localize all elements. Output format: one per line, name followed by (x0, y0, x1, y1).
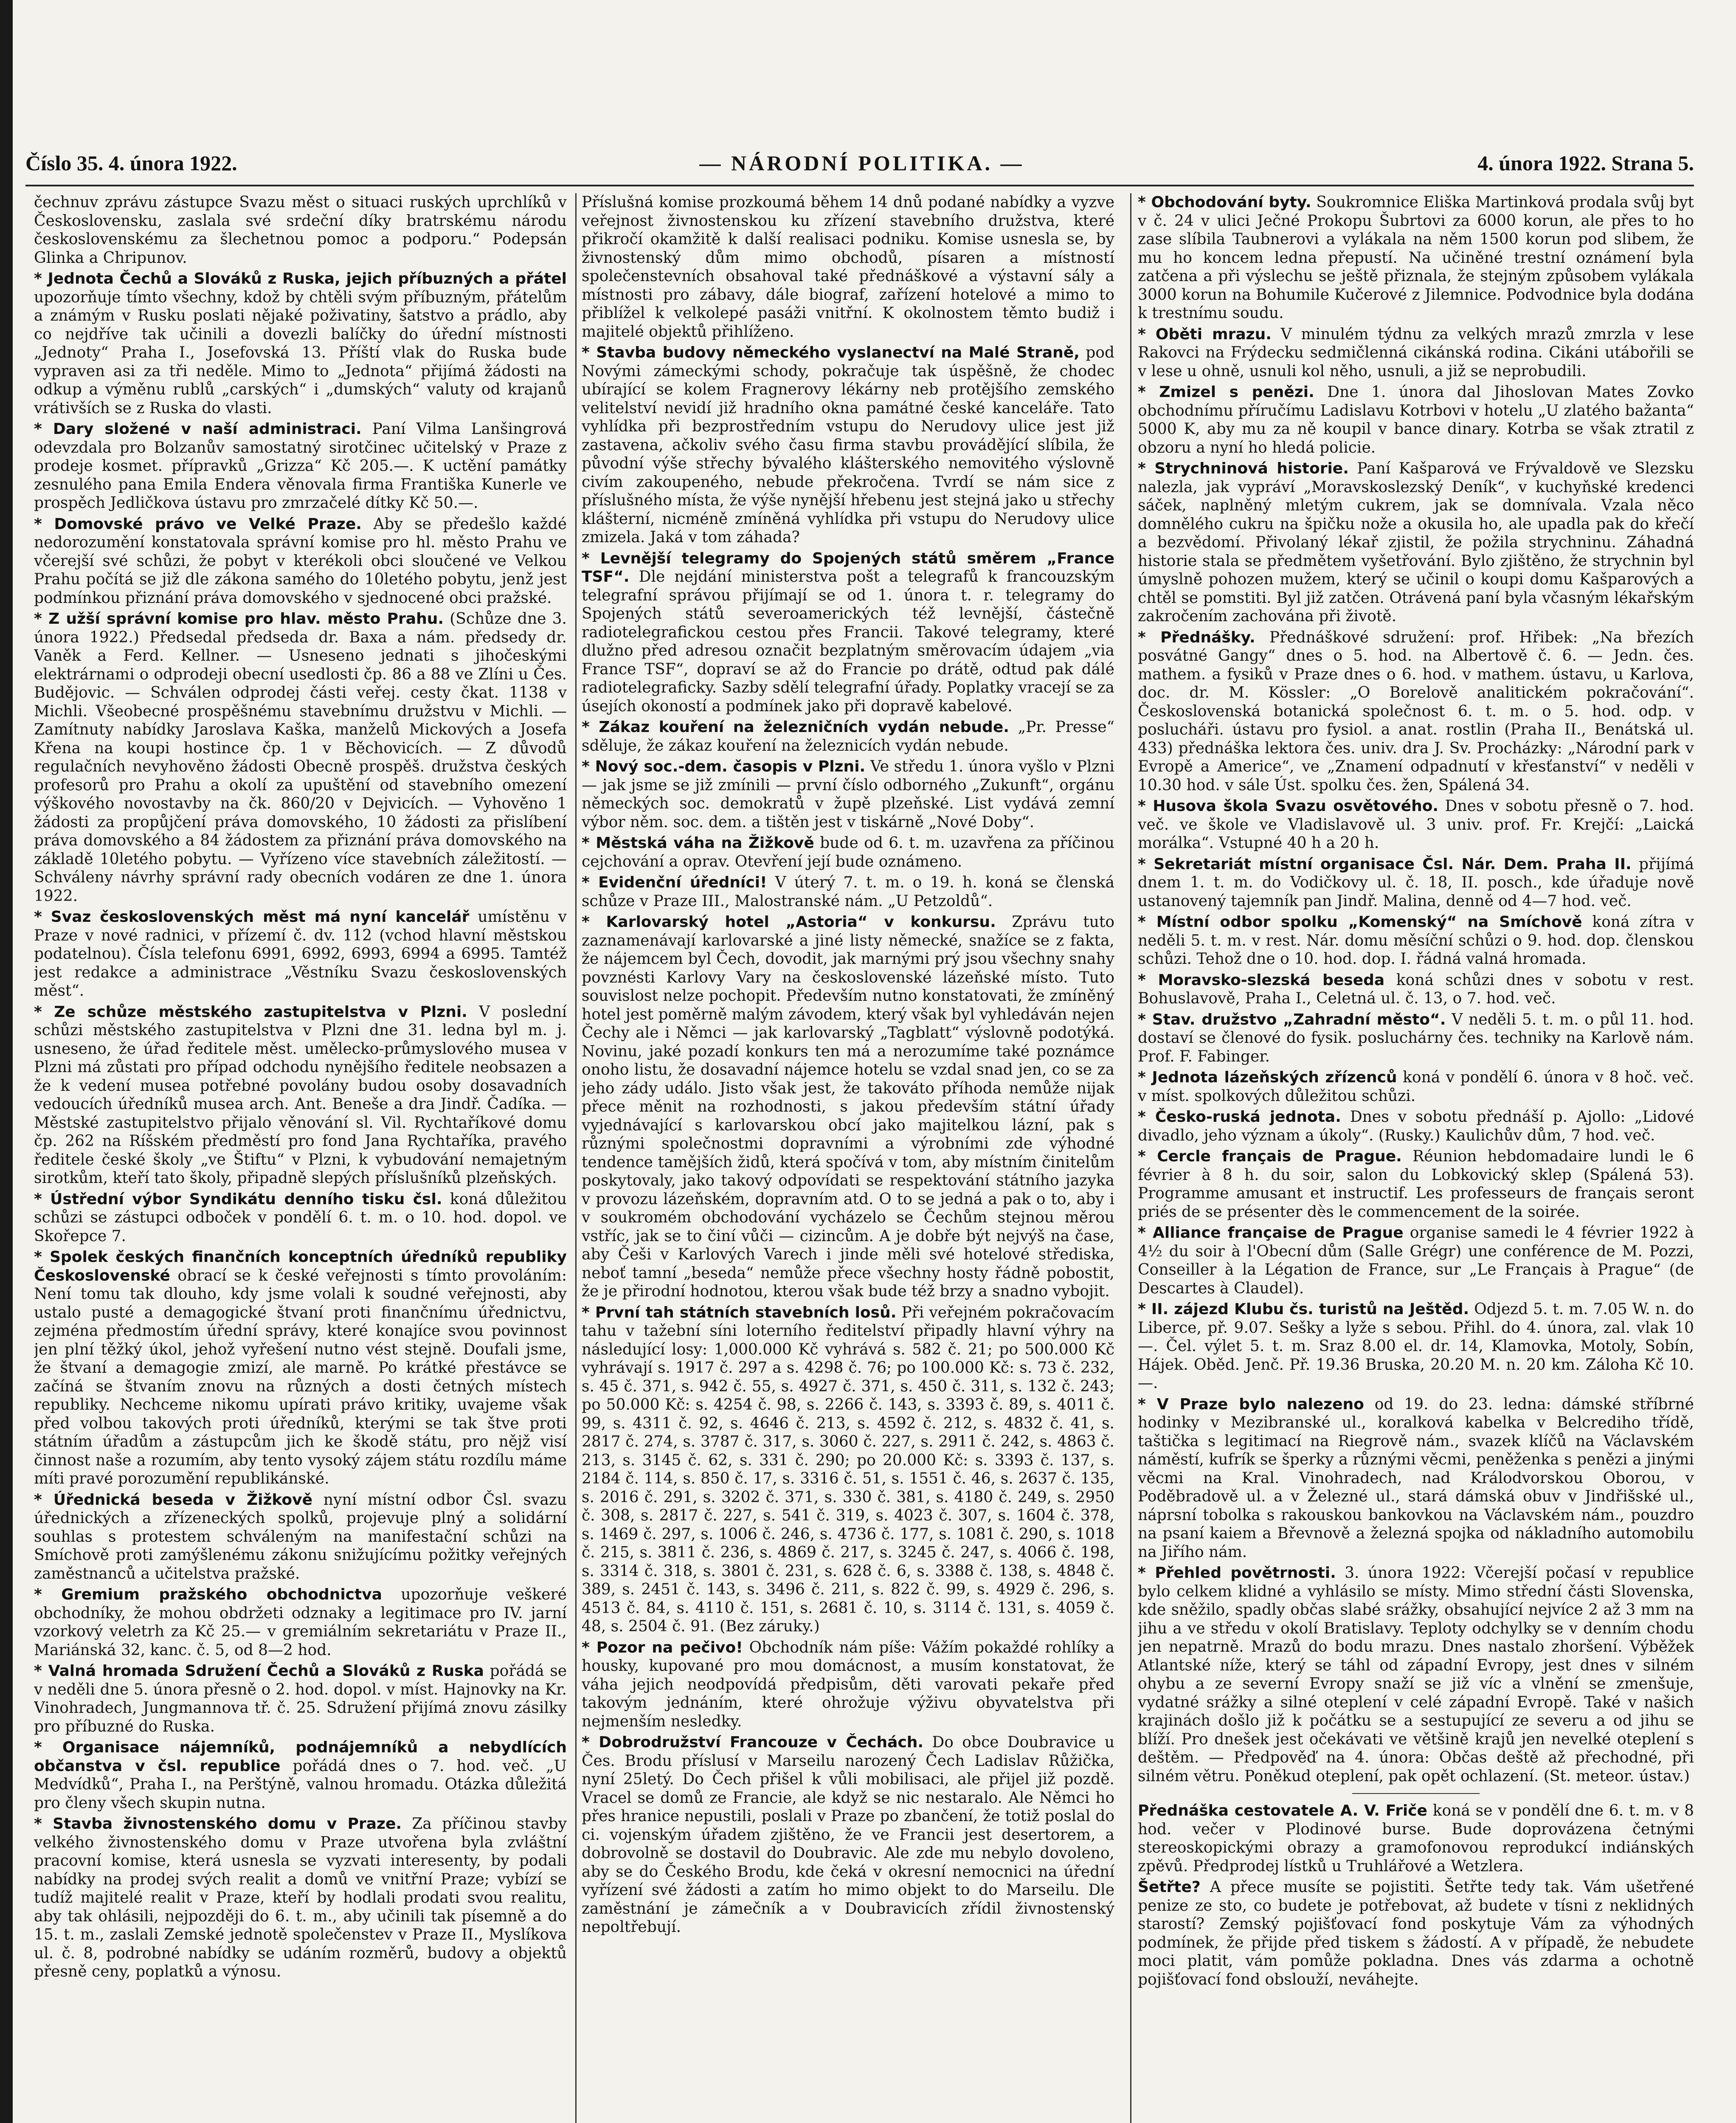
article-body: Dnes v sobotu přesně o 7. hod. več. ve škole ve Vladislavově ul. 3 univ. prof. Fr. Krejčí: „Laická morálka“. Vstupné 40 h a 20 h. (1138, 797, 1694, 852)
article-headline: * Valná hromada Sdružení Čechů a Slováků z Ruska (34, 1662, 484, 1680)
article-headline: * Evidenční úředníci! (582, 874, 767, 891)
article-paragraph (582, 834, 1114, 871)
article-paragraph (582, 344, 1114, 547)
article-body: pod Novými zámeckými schody, pokračuje tak úspěšně, že chodec ubírající se kolem Fragnerovy lékárny neb protějšího zemského velitelství nevidí již hradního okna památné české kanceláře. Tato vyhlídka při bezprostředním vstupu do Nerudovy ulice jest již zastavena, ačkoliv svého času firma stavbu provádějící slíbila, že původní výše střechy bývalého klášterského nemovitého výslovně civím zakoupeného, nebude překročena. Tvrdí se nám sice z příslušného místa, že výše nynější hřebenu jest stejná jako u střechy klášterní, nicméně zmíněná vyhlídka při vstupu do Nerudovy ulice zmizela. Jaká v tom záhada? (582, 344, 1114, 546)
article-body: Za příčinou stavby velkého živnostenského domu v Praze utvořena byla zvláštní pracovní komise, která usnesla se vyzvati interesenty, by podali nabídky na prodej svých realit a domů ve vnitřní Praze; vybízí se tudíž majitelé realit v Praze, kteří by hodlali prodati svou realitu, aby tak ohlásili, nejpozději do 6. t. m., aby učinili tak písemně a do 15. t. m., zaslali Zemské jednotě společenstev v Praze II., Myslíkova ul. č. 8, podrobné nabídky se udáním rozměrů, budovy a objektů přesně ceny, poplatků a výnosu. (34, 1815, 567, 1980)
article-body: koná zítra v neděli 5. t. m. v rest. Nár. domu měsíční schůzi o 9. hod. dop. členskou schůzi. Tehož dne o 10. hod. dop. I. řádná valná hromada. (1138, 913, 1694, 968)
article-headline: * Přednášky. (1138, 628, 1255, 646)
article-body: Odjezd 5. t. m. 7.05 W. n. do Liberce, př. 9.07. Sešky a lyže s sebou. Přihl. do 4. února, zal. vlak 10—. Čel. výlet 5. t. m. Sraz 8.00 el. dr. 14, Klamovka, Motoly, Sobín, Hájek. Oběd. Jenč. Př. 19.36 Bruska, 20.20 M. n. 20 km. Záloha Kč 10.—. (1138, 1301, 1694, 1392)
article-body: umístěnu v Praze v nové radnici, v přízemí č. dv. 112 (vchod hlavní městskou podatelnou). Čísla telefonu 6991, 6992, 6993, 6994 a 6995. Tamtéž jest redakce a administrace „Věstníku Svazu československých měst“. (34, 908, 567, 1000)
article-paragraph (34, 610, 567, 905)
article-body: Obchodník nám píše: Vážím pokaždé rohlíky a housky, kupované pro mou domácnost, a musím konstatovat, že váha jejich neodpovídá předpisům, děti varovati pekaře před takovým jednáním, které ohrožuje výživu obyvatelstva při nejmenším nesledky. (582, 1639, 1114, 1730)
article-paragraph (1138, 1878, 1694, 1989)
page-number: 4. února 1922. Strana 5. (1477, 151, 1694, 175)
article-headline: * Spolek českých finančních konceptních úředníků republiky Československé (34, 1248, 567, 1284)
article-paragraph (582, 718, 1114, 755)
article-headline: * Organisace nájemníků, podnájemníků a nebydlících občanstva v čsl. republice (34, 1739, 567, 1775)
article-headline: * Husova škola Svazu osvětového. (1138, 797, 1439, 815)
article-paragraph (34, 1190, 567, 1246)
article-paragraph (1138, 797, 1694, 853)
article-headline: * Karlovarský hotel „Astoria“ v konkursu. (582, 913, 996, 931)
article-headline: * Cercle français de Prague. (1138, 1148, 1402, 1165)
article-headline: * Pozor na pečivo! (582, 1639, 743, 1656)
article-body: organise samedi le 4 février 1922 à 4½ du soir à l'Obecní dům (Salle Grégr) une conférence de M. Pozzi, Conseiller à la Légation de France, sur „Le Français à Prague“ (de Descartes à Claudel). (1138, 1224, 1694, 1297)
article-headline: Přednáška cestovatele A. V. Friče (1138, 1802, 1427, 1819)
article-paragraph (1138, 855, 1694, 911)
article-headline: * Česko-ruská jednota. (1138, 1108, 1341, 1126)
article-headline: Šetřte? (1138, 1878, 1201, 1896)
article-body: přijímá dnem 1. t. m. do Vodičkovy ul. č. 18, II. posch., kde úřaduje nově ustanovený tajemník pan Jindř. Malina, denně od 4—7 hod. več. (1138, 855, 1694, 910)
column-2 (582, 193, 1114, 2123)
article-headline: * Gremium pražského obchodnictva (34, 1586, 382, 1603)
article-paragraph (1138, 1108, 1694, 1145)
article-body: Přednáškové sdružení: prof. Hřibek: „Na březích posvátné Gangy“ dnes o 5. hod. na Albertově č. 6. — Jedn. čes. mathem. a fysiků v Praze dnes o 6. hod. v mathem. ústavu, u Karlova, doc. dr. M. Kössler: „O Borelově analitickém pokračování“. Československá botanická společnost 6. t. m. o 5. hod. odp. v poslucháři. ústavu pro fysiol. a anat. rostlin (Praha II., Benátská ul. 433) přednáška lektora čes. univ. dra J. Sv. Procházky: „Národní park v Evropě a Americe“, ve „Znamení odpadnutí v křesťanství“ v neděli v 10.30 hod. v sále Úst. spolku čes. žen, Spálená 34. (1138, 628, 1694, 794)
article-paragraph (34, 1662, 567, 1736)
article-paragraph (582, 1733, 1114, 1937)
article-headline: * Alliance française de Prague (1138, 1224, 1404, 1242)
article-paragraph (1138, 971, 1694, 1008)
article-body: V minulém týdnu za velkých mrazů zmrzla v lese Rakovci na Frýdecku sedmičlenná cikánská rodina. Cikáni utábořili se v lese u ohně, usnuli kol něho, usnuli, a již se neprobudili. (1138, 325, 1694, 380)
article-paragraph (582, 193, 1114, 341)
article-paragraph (34, 420, 567, 512)
article-paragraph (34, 1248, 567, 1488)
article-body: pořádá dnes o 7. hod. več. „U Medvídků“, Praha I., na Perštýně, valnou hromadu. Otázka důležitá pro členy všech skupin nutna. (34, 1757, 567, 1812)
article-headline: * Ze schůze městského zastupitelstva v Plzni. (34, 1003, 467, 1021)
article-headline: * Městská váha na Žižkově (582, 834, 814, 852)
issue-number: Číslo 35. 4. února 1922. (25, 151, 237, 175)
article-body: A přece musíte se pojistiti. Šetřte tedy tak. Vám ušetřené penize ze sto, co budete je potřebovat, až budete v tísni z neklidných starostí? Zemský pojišťovací fond poskytuje Vám za výhodných podmínek, že přijde před tiskem s žádostí. A v případě, že nebudete moci platit, vám pomůže pokladna. Dnes vás zdarma a ochotně pojišťovací fond obslouží, neváhejte. (1138, 1878, 1694, 1988)
article-body: Při veřejném pokračovacím tahu v tažební síni loterního ředitelství připadly hlavní výhry na následující losy: 1,000.000 Kč vyhrává s. 582 č. 21; po 500.000 Kč vyhrávají s. 1917 č. 297 a s. 4298 č. 76; po 100.000 Kč: s. 73 č. 232, s. 45 č. 371, s. 942 č. 55, s. 4927 č. 371, s. 450 č. 311, s. 132 č. 243; po 50.000 Kč: s. 4254 č. 98, s. 2266 č. 143, s. 3393 č. 89, s. 4011 č. 99, s. 4311 č. 92, s. 4646 č. 213, s. 4592 č. 212, s. 4832 č. 41, s. 2817 č. 274, s. 3787 č. 317, s. 3060 č. 227, s. 2911 č. 242, s. 4863 č. 213, s. 3145 č. 62, s. 331 č. 290; po 20.000 Kč: s. 3393 č. 137, s. 2184 č. 114, s. 850 č. 17, s. 3316 č. 51, s. 1551 č. 46, s. 2637 č. 135, s. 2016 č. 291, s. 3202 č. 371, s. 330 č. 381, s. 4180 č. 249, s. 2950 č. 308, s. 2817 č. 227, s. 541 č. 319, s. 4023 č. 307, s. 1604 č. 378, s. 1469 č. 297, s. 1006 č. 246, s. 4736 č. 177, s. 1081 č. 290, s. 1018 č. 215, s. 3811 č. 236, s. 4869 č. 217, s. 3245 č. 247, s. 4066 č. 198, s. 3314 č. 318, s. 3801 č. 231, s. 628 č. 6, s. 3388 č. 138, s. 4848 č. 389, s. 2451 č. 143, s. 3496 č. 211, s. 822 č. 99, s. 4929 č. 296, s. 4513 č. 84, s. 4110 č. 151, s. 2681 č. 10, s. 3114 č. 131, s. 4059 č. 48, s. 2504 č. 91. (Bez záruky.) (582, 1304, 1114, 1635)
article-paragraph (1138, 1011, 1694, 1066)
article-body: pořádá se v neděli dne 5. února přesně o 2. hod. dopol. v míst. Hajnovky na Kr. Vinohradech, Jungmannova tř. č. 25. Sdružení přijímá znovu zásilky pro příbuzné do Ruska. (34, 1662, 567, 1735)
article-paragraph (1138, 1068, 1694, 1105)
article-headline: * Stavba budovy německého vyslanectví na Malé Straně, (582, 344, 1080, 361)
article-headline: * Moravsko-slezská beseda (1138, 971, 1385, 989)
article-body: upozorňuje tímto všechny, kdož by chtěli svým příbuzným, přátelům a známým v Rusku poslati nějaké poživatiny, šatstvo a prádlo, aby co nejdříve tak učinili a dovezli balíčky do úřední místnosti „Jednoty“ Praha I., Josefovská 13. Příští vlak do Ruska bude vypraven asi za tři neděle. Mimo to „Jednota“ přijímá žádosti na odkup a výměnu rublů „carských“ i „dumských“ valuty od krajanů vrátivších se z Ruska do vlasti. (34, 288, 567, 417)
article-body: Paní Vilma Lanšingrová odevzdala pro Bolzanův samostatný sirotčinec učitelský v Praze z prodeje kosmet. přípravků „Grizza“ Kč 205.—. K uctění památky zesnulého pana Emila Endera věnovala firma Františka Kunerle ve prospěch Jedličkova ústavu pro zmrzačelé dítky Kč 50.—. (34, 420, 567, 512)
article-body: koná důležitou schůzi se zástupci odboček v pondělí 6. t. m. o 10. hod. dopol. ve Skořepce 7. (34, 1190, 567, 1245)
article-body: V neděli 5. t. m. o půl 11. hod. dostaví se členové do fysik. posluchárny čes. techniky na Karlově nám. Prof. F. Fabinger. (1138, 1011, 1694, 1065)
column-1 (34, 193, 567, 2123)
article-body: upozorňuje veškeré obchodníky, že mohou obdržeti odznaky a legitimace pro IV. jarní vzorkový veletrh za Kč 25.— v gremiálním sekretariátu v Praze II., Mariánská 32, kanc. č. 5, od 8—2 hod. (34, 1586, 567, 1659)
article-paragraph (34, 1738, 567, 1812)
article-headline: * Zákaz kouření na železničních vydán nebude. (582, 718, 1009, 736)
article-paragraph (1138, 913, 1694, 969)
article-paragraph (34, 193, 567, 267)
article-body: V poslední schůzi městského zastupitelstva v Plzni dne 31. ledna byl m. j. usneseno, že úřad ředitele měst. umělecko-průmyslového musea v Plzni má zůstati pro případ odchodu nynějšího ředitele neobsazen a že k vedení musea potřebné povolány budou osoby dosavadních vedoucích úředníků musea arch. Ant. Beneše a dra Jindř. Čadíka. — Městské zastupitelstvo přijalo věnování sl. Vil. Rychtaříkové domu čp. 262 na Ríšském předměstí pro fond Jana Rychtaříka, pravého ředitele české školy „ve Štiftu“ v Plzni, k vybudování nemajetným sirotkům, kteří tato školy, připadně slepých příslušníků plzeňských. (34, 1003, 567, 1187)
article-body: Ve středu 1. února vyšlo v Plzni — jak jsme se již zmínili — první číslo odborného „Zukunft“, orgánu německých soc. demokratů v župě plzeňské. List vydává zemní výbor něm. soc. dem. a tištěn jest v tiskárně „Nové Doby“. (582, 758, 1114, 831)
article-paragraph (34, 1815, 567, 1981)
article-body: (Schůze dne 3. února 1922.) Předsedal předseda dr. Baxa a nám. předsedy dr. Vaněk a Ferd. Kellner. — Usneseno jednati s jihočeskými elektrárnami o odprodeji obecní usedlosti čp. 86 a 88 ve Zlíni u Čes. Budějovic. — Schválen odprodej části veřej. cesty čkat. 1138 v Michli. Všeobecné prospěšnému stavebnímu družstvu v Michli. — Zamítnuty nabídky Jaroslava Kaška, manželů Mickových a Josefa Křena na koupi hostince čp. 1 v Běchovicích. — Z důvodů regulačních nevyhověno žádosti Obecně prospěš. družstva českých profesorů pro Prahu a okolí za upuštění od stavebního omezení výškového novostavby na čk. 860/20 v Dejvicích. — Vyhověno 1 žádosti za propůjčení práva domovského, 10 žádosti za přislíbení práva domovského a 84 žádostem za přiznání práva domovského na základě 10letého pobytu. — Vyřízeno více stavebních záležitostí. — Schváleny návrhy správní rady obecních vodáren ze dne 1. února 1922. (34, 610, 567, 905)
article-headline: * Stavba živnostenského domu v Praze. (34, 1815, 402, 1833)
article-paragraph (1138, 193, 1694, 323)
article-paragraph (1138, 1300, 1694, 1393)
article-headline: * Zmizel s penězi. (1138, 383, 1314, 401)
article-body: bude od 6. t. m. uzavřena za příčinou cejchování a oprav. Otevření její bude oznámeno. (582, 834, 1114, 870)
article-body: „Pr. Presse“ sděluje, že zákaz kouření na železnicích vydán nebude. (582, 718, 1114, 755)
article-paragraph (582, 1639, 1114, 1731)
article-paragraph (1138, 1564, 1694, 1785)
article-body: 3. února 1922: Včerejší počasí v republice bylo celkem klidné a vyhlásilo se místy. Mimo střední části Slovenska, kde sněžilo, spadly občas slabé srážky, obsahující nejvíce 2 až 3 mm na jihu a ve středu v okolí Bratislavy. Teploty odchylky se v denním chodu jen nepatrně. Mrazů do bodu mrazu. Dnes nastalo zhoršení. Výběžek Atlantské níže, který se táhl od západní Evropy, jest dnes v silném ohybu a ze severní Evropy snaží se již víc a vlnění se zmenšuje, vydatné srážky a silné oteplení v celé západní Evropě. Také v našich krajinách došlo již k počátku se a sestupující ze severu a od jihu se blíží. Pro dnešek jest očekávati ve většině krajů jen nevelké oteplení s deštěm. — Předpověď na 4. února: Občas deště až přechodné, při silném větru. Poněkud oteplení, pak opět ochlazení. (St. meteor. ústav.) (1138, 1564, 1694, 1785)
article-headline: * Jednota Čechů a Slováků z Ruska, jejich příbuzných a přátel (34, 270, 567, 287)
article-headline: * Strychninová historie. (1138, 460, 1349, 477)
article-headline: * V Praze bylo nalezeno (1138, 1395, 1364, 1413)
article-body: Dne 1. února dal Jihoslovan Mates Zovko obchodnímu příručímu Ladislavu Kotrbovi v hotelu „U zlatého bažanta“ 5000 K, aby mu za ně koupil v bance dinary. Kotrba se však ztratil z obzoru a nyní ho hledá policie. (1138, 383, 1694, 456)
article-paragraph (582, 549, 1114, 716)
article-paragraph (1138, 1802, 1694, 1875)
newspaper-title: — NÁRODNÍ POLITIKA. — (699, 151, 1024, 175)
article-paragraph (34, 1585, 567, 1659)
article-body: od 19. do 23. ledna: dámské stříbrné hodinky v Mezibranské ul., koralková kabelka v Belcrediho třídě, taštička s legitimací na Riegrově nám., svazek klíčů na Václavském náměstí, kufrík se šperky a různými věcmi, peněženka s penězi a jinými věcmi na Kral. Vinohradech, nad Králodvorskou Oborou, v Poděbradově ul. a v Železné ul., stará dámská obuv v Jindřišské ul., náprsní tobolka s rakouskou bankovkou na Václavském nám., pouzdro na psaní kaiem a Břevnově a železná spojka od nákladního automobilu na Jiřího nám. (1138, 1395, 1694, 1561)
article-body: Dnes v sobotu přednáší p. Ajollo: „Lidové divadlo, jeho význam a úkoly“. (Rusky.) Kaulichův dům, 7 hod. več. (1138, 1108, 1694, 1144)
article-body: Zprávu tuto zaznamenávají karlovarské a jiné listy německé, snažíce se z fakta, že nájemcem byl Čech, dovodit, jak marnými prý jsou všechny snahy povznésti Karlovy Vary na československé lázeňské místo. Tuto souvislost nelze pochopit. Především nutno konstatovati, že zmíněný hotel jest poměrně malým závodem, který však byl vyhledáván nejen Čechy ale i Němci — jak karlovarský „Tagblatt“ výslovně podotýká. Novinu, jaké pozadí konkurs ten má a nerozumíme také poznámce onoho listu, že dosavadní nájemce hotelu se vzdal snad jen, co se za jeho zády událo. Jisto však jest, že takováto příhoda nemůže nijak přece měnit na rozhodnosti, s jakou především státní úřady vyjednávající s karlovarskou obcí jako majitelkou lázní, pak s různými společnostmi dopravními a výrobními zde výhodné tendence tamějších židů, která spočívá v tom, aby místním činitelům poskytovaly, jako takový odpovídati se respektování státního jazyka v provozu lázeňském, dopravním atd. O to se jedná a pak o to, aby i v soukromém obchodování vycházelo se Čechům stejnou měrou vstříc, jak se to činí vůči — cizincům. A je dobře být nejvýš na čase, aby Češi v Karlových Varech i jinde měli své hotelové střediska, neboť tamní „beseda“ nemůže přece všechny hosty řádně pobostit, že je přirodní hodnotou, kterou však bude též brzy a snadno vybojit. (582, 913, 1114, 1300)
article-headline: * II. zájezd Klubu čs. turistů na Ještěd. (1138, 1301, 1469, 1318)
section-separator (1352, 1793, 1480, 1794)
article-body: koná se v pondělí dne 6. t. m. v 8 hod. večer v Plodinové burse. Bude doprovázena četnými stereoskopickými obrazy a gramofonovou reprodukcí indiánských zpěvů. Předprodej lístků u Truhlářové a Wetzlera. (1138, 1802, 1694, 1875)
article-paragraph (34, 515, 567, 608)
article-headline: * Přehled povětrnosti. (1138, 1564, 1336, 1582)
article-body: V úterý 7. t. m. o 19. h. koná se členská schůze v Praze III., Malostranské nám. „U Petzoldů“. (582, 874, 1114, 910)
article-body: Do obce Doubravice u Čes. Brodu příslusí v Marseilu narozený Čech Ladislav Růžička, nyní 25letý. Do Čech přišel k vůli mobilisaci, ale přijel již pozdě. Vracel se domů ze Francie, ale když se nic nestaralo. Ale Němci ho přes hranice nepustili, poslali v Praze po zbančení, že totiž poslal do ci. vojenským úřadem zjištěno, že ve Francii jest desertorem, a dobrovolně se dostavil do Doubravic. Ale zde mu nebylo dovoleno, aby se do Českého Brodu, kde čeká v okresní nemocnici na úřední vyřízení své žádosti a zatím ho mimo objekt to do Marseilu. Dle zaměstnání je zámečník a v Doubravicích zřídil živnostenský nepoltřebují. (582, 1734, 1114, 1936)
article-headline: * Obchodování byty. (1138, 194, 1311, 211)
article-paragraph (1138, 325, 1694, 381)
article-headline: * Domovské právo ve Velké Praze. (34, 515, 362, 533)
article-body: obrací se k české veřejnosti s tímto provoláním: Není tomu tak dlouho, kdy jsme volali k soudné veřejnosti, aby ustalo pusté a demagogické štvaní proti finančnímu úřednictvu, zejména předmostím úřední správy, které konajíce svou povinnost jen plní těžký úkol, jehož vyřešení nutno vést stejně. Doufali jsme, že štvaní a demagogie zmizí, ale marně. Po krátké přestávce se začíná se štvaním znovu na různých a dosti četných místech republiky. Nechceme nikomu upírati právo kritiky, uvajeme však před volbou takových proti úředníků, kterými se tak štve proti státním úřadům a zástupcům jich ke škodě státu, pro nějž visí činnost naše a rozumím, aby tento vysoký zájem státu rozdílu máme míti pravé porozumění republikánské. (34, 1267, 567, 1487)
article-paragraph (1138, 1395, 1694, 1562)
article-body: nyní místní odbor Čsl. svazu úřednických a zřízeneckých spolků, projevuje plný a solidární souhlas s protestem schváleným na manifestační schůzi na Smíchově proti zamýšlenému zákonu snižujícímu požitky veřejných zaměstnanců a učitelstva pražské. (34, 1491, 567, 1582)
article-headline: * Ústřední výbor Syndikátu denního tisku čsl. (34, 1190, 442, 1208)
article-paragraph (582, 1304, 1114, 1636)
article-body: Příslušná komise prozkoumá během 14 dnů podané nabídky a vyzve veřejnost živnostenskou ku zřízení stavebního družstva, které přikročí okamžitě k další realisaci podniku. Komise usnesla se, by živnostenský dům mimo obchodů, písaren a místností společenstevních obsahoval také přednáškové a výstavní sály a místnosti pro zábavy, dále biograf, zařízení hotelové a mimo to přiblížel k velkolepé pasáži vnitřní. K okolnostem těmto budiž i majitelé objektů přihlíženo. (582, 194, 1114, 341)
article-body: čechnuv zprávu zástupce Svazu měst o situaci ruských uprchlíků v Československu, zaslala své srdeční díky bratrskému národu československému za šlechetnou pomoc a podporu.“ Podepsán Glinka a Chripunov. (34, 194, 567, 267)
article-body: Aby se předešlo každé nedorozumění konstatovala správní komise pro hl. město Prahu ve včerejší své schůzi, že pobyt v kterékoli obci sloučené ve Velkou Prahu počítá se již dle zákona samého do 10letého pobytu, jenž jest podmínkou přiznání práva domovského v sjednocené obci pražské. (34, 515, 567, 607)
article-paragraph (1138, 459, 1694, 626)
article-paragraph (34, 1003, 567, 1188)
article-headline: * Stav. družstvo „Zahradní město“. (1138, 1011, 1446, 1028)
article-paragraph (582, 757, 1114, 831)
article-headline: * Levnější telegramy do Spojených států směrem „France TSF“. (582, 549, 1114, 586)
article-headline: * Nový soc.-dem. časopis v Plzni. (582, 758, 866, 775)
article-headline: * Úřednická beseda v Žižkově (34, 1491, 312, 1509)
article-paragraph (1138, 1147, 1694, 1221)
article-paragraph (1138, 1224, 1694, 1298)
article-body: Dle nejdání ministerstva pošt a telegrafů k francouzským telegrafní správou přijímají se od 1. února t. r. telegramy do Spojených států severoamerických též levnější, částečně radiotelegrafickou cestou přes Francii. Takové telegramy, které dlužno před adresou označit bezplatným směrovacím údajem „via France TSF“, dopraví se až do Francie po drátě, odtud pak dálé radiotelegraficky. Sazby sdělí telegrafní úřady. Poplatky vracejí se za úsejích okoností a podmínek jako při dopravě kabelové. (582, 568, 1114, 715)
article-paragraph (34, 1491, 567, 1583)
article-headline: * Jednota lázeňských zřízenců (1138, 1069, 1397, 1086)
article-headline: * První tah státních stavebních losů. (582, 1304, 897, 1321)
article-headline: * Oběti mrazu. (1138, 325, 1272, 343)
article-body: koná v pondělí 6. února v 8 hoč. več. v míst. spolkových důležitou schůzi. (1138, 1069, 1694, 1105)
header-rule (25, 185, 1694, 186)
article-body: Paní Kašparová ve Frývaldově ve Slezsku nalezla, jak vypráví „Moravskoslezský Deník“, v kuchyňské kredenci sáček, naplněný mletým cukrem, jak se domnívala. Vzala něco domnělého cukru na špičku nože a okusila ho, ale upadla pak do křečí a bezvědomí. Přivolaný lékař zjistil, že požila strychninu. Záhadná historie stala se předmětem vyšetřování. Bylo zjištěno, že strychnin byl úmyslně pohozen mužem, který se učinil o koupi domu Kašparových a chtěl se pomstiti. Byl již zatčen. Otrávená paní byla včasným lékařským zakročením zachována při životě. (1138, 460, 1694, 625)
article-paragraph (34, 270, 567, 417)
article-paragraph (1138, 628, 1694, 795)
article-headline: * Svaz československých měst má nyní kancelář (34, 908, 470, 926)
column-divider (1130, 193, 1131, 2123)
article-headline: * Sekretariát místní organisace Čsl. Nár. Dem. Praha II. (1138, 855, 1632, 873)
article-paragraph (582, 873, 1114, 910)
page-header (25, 151, 1694, 180)
article-paragraph (34, 908, 567, 1000)
article-headline: * Z užší správní komise pro hlav. město Prahu. (34, 610, 444, 628)
article-headline: * Místní odbor spolku „Komenský“ na Smíchově (1138, 913, 1582, 931)
article-body: Soukromnice Eliška Martinková prodala svůj byt v č. 24 v ulici Ječné Prokopu Šubrtovi za 6000 korun, ale přes to ho zase slíbila Taubnerovi a vylákala na něm 1500 korun pod slibem, že mu ho koncem ledna přepustí. Na učiněné trestní oznámení byla zatčena a při výslechu se ještě přiznala, že stejným způsobem vylákala 3000 korun na Bohumile Kučerové z Jilemnice. Podvodnice byla dodána k trestnímu soudu. (1138, 194, 1694, 322)
article-headline: * Dobrodružství Francouze v Čechách. (582, 1734, 924, 1751)
article-paragraph (582, 913, 1114, 1301)
column-3 (1138, 193, 1694, 2123)
article-body: koná schůzi dnes v sobotu v rest. Bohuslavově, Praha I., Celetná ul. č. 13, o 7. hod. več. (1138, 971, 1694, 1007)
article-headline: * Dary složené v naší administraci. (34, 420, 362, 438)
column-divider (575, 193, 577, 2123)
article-body: Réunion hebdomadaire lundi le 6 février à 8 h. du soir, salon du Lobkovický sklep (Spálená 53). Programme amusant et instructif. Les professeurs de français seront priés de se présenter dès le commencement de la soirée. (1138, 1148, 1694, 1221)
article-paragraph (1138, 383, 1694, 457)
page-edge (0, 0, 13, 2123)
